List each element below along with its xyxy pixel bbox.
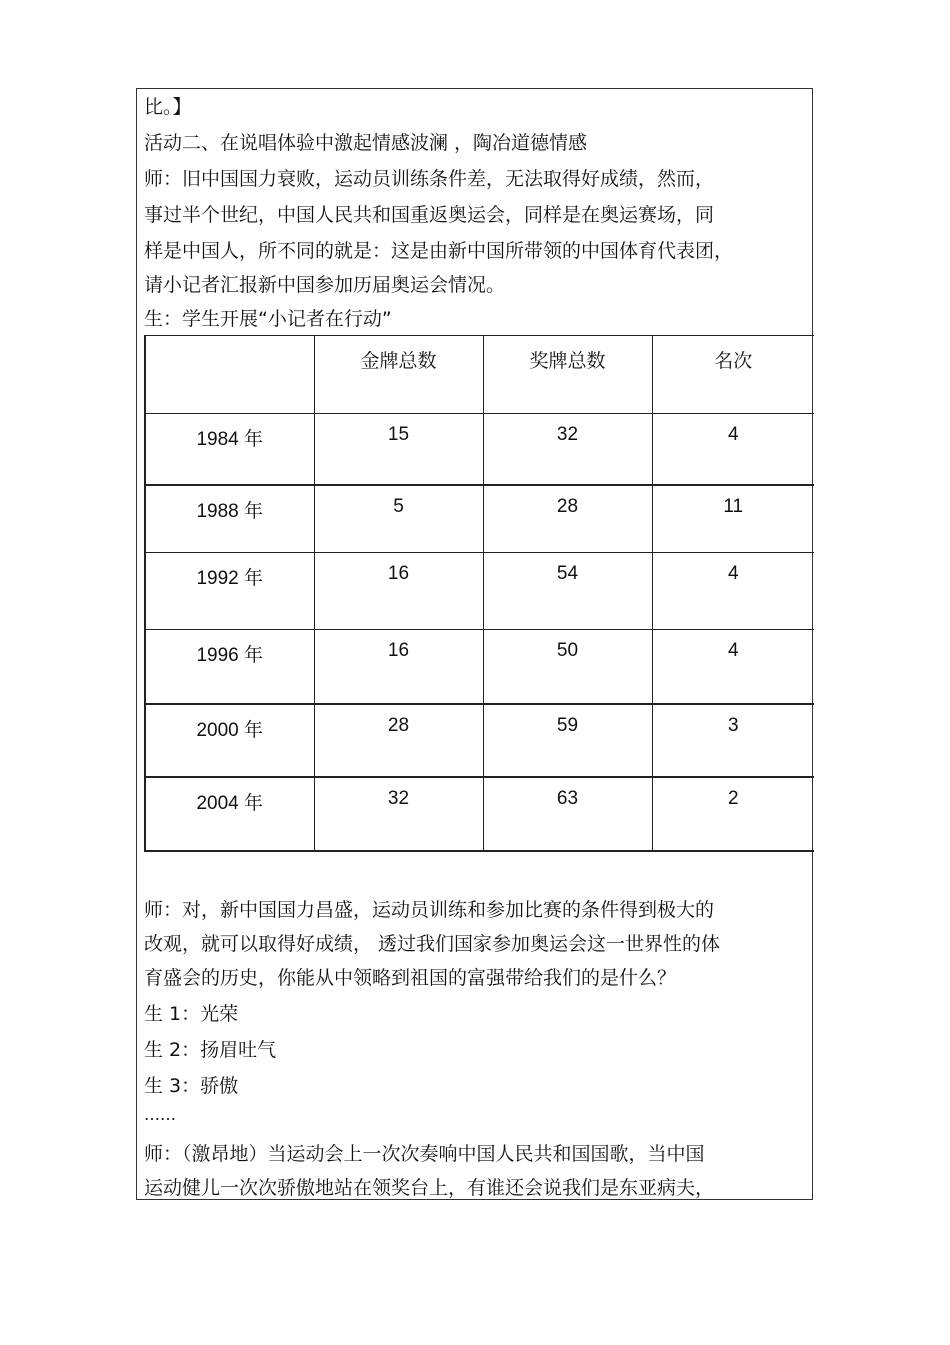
- text-line: 改观，就可以取得好成绩， 透过我们国家参加奥运会这一世界性的体: [144, 933, 721, 955]
- year-cell: 1988 年: [145, 485, 314, 553]
- olympic-medal-table: [144, 335, 814, 852]
- header-cell-medals: 奖牌总数: [483, 336, 652, 414]
- table-header-row: [145, 336, 814, 414]
- section-heading: 活动二、在说唱体验中激起情感波澜 ，陶冶道德情感: [144, 132, 588, 154]
- text-line: 请小记者汇报新中国参加历届奥运会情况。: [144, 274, 506, 296]
- year-cell: 1984 年: [145, 414, 314, 485]
- medal-cell: 63: [483, 777, 652, 851]
- year-cell: 2004 年: [145, 777, 314, 851]
- text-line: 运动健儿一次次骄傲地站在领奖台上，有谁还会说我们是东亚病夫，: [144, 1177, 715, 1199]
- year-cell: 1996 年: [145, 630, 314, 704]
- medal-cell: 50: [483, 630, 652, 704]
- year-cell: 1992 年: [145, 553, 314, 630]
- header-cell-gold: 金牌总数: [314, 336, 483, 414]
- student-answer: 生 3：骄傲: [144, 1075, 239, 1097]
- rank-cell: 3: [652, 704, 814, 777]
- year-cell: 2000 年: [145, 704, 314, 777]
- rank-cell: 4: [652, 414, 814, 485]
- table-row: [145, 630, 814, 704]
- gold-cell: 28: [314, 704, 483, 777]
- text-line: 师：对，新中国国力昌盛，运动员训练和参加比赛的条件得到极大的: [144, 899, 715, 921]
- table-row: [145, 414, 814, 485]
- student-answer: 生 2：扬眉吐气: [144, 1039, 277, 1061]
- text-line: 育盛会的历史，你能从中领略到祖国的富强带给我们的是什么？: [144, 967, 677, 989]
- rank-cell: 4: [652, 630, 814, 704]
- text-line: 事过半个世纪，中国人民共和国重返奥运会，同样是在奥运赛场，同: [144, 204, 715, 226]
- rank-cell: 2: [652, 777, 814, 851]
- medal-cell: 28: [483, 485, 652, 553]
- gold-cell: 15: [314, 414, 483, 485]
- gold-cell: 16: [314, 553, 483, 630]
- text-line: 生：学生开展“小记者在行动”: [144, 308, 392, 330]
- gold-cell: 16: [314, 630, 483, 704]
- rank-cell: 4: [652, 553, 814, 630]
- header-cell-blank: [145, 336, 314, 414]
- table-row: [145, 553, 814, 630]
- text-line: 师：（激昂地）当运动会上一次次奏响中国人民共和国国歌，当中国: [144, 1143, 705, 1165]
- text-line: 比。】: [144, 96, 192, 118]
- medal-cell: 59: [483, 704, 652, 777]
- table-row: [145, 485, 814, 553]
- ellipsis: ……: [144, 1105, 176, 1124]
- medal-cell: 32: [483, 414, 652, 485]
- gold-cell: 32: [314, 777, 483, 851]
- rank-cell: 11: [652, 485, 814, 553]
- table-row: [145, 777, 814, 851]
- gold-cell: 5: [314, 485, 483, 553]
- student-answer: 生 1：光荣: [144, 1003, 239, 1025]
- medal-cell: 54: [483, 553, 652, 630]
- text-line: 样是中国人，所不同的就是：这是由新中国所带领的中国体育代表团，: [144, 240, 734, 262]
- table-row: [145, 704, 814, 777]
- header-cell-rank: 名次: [652, 336, 814, 414]
- text-line: 师：旧中国国力衰败，运动员训练条件差，无法取得好成绩，然而，: [144, 168, 715, 190]
